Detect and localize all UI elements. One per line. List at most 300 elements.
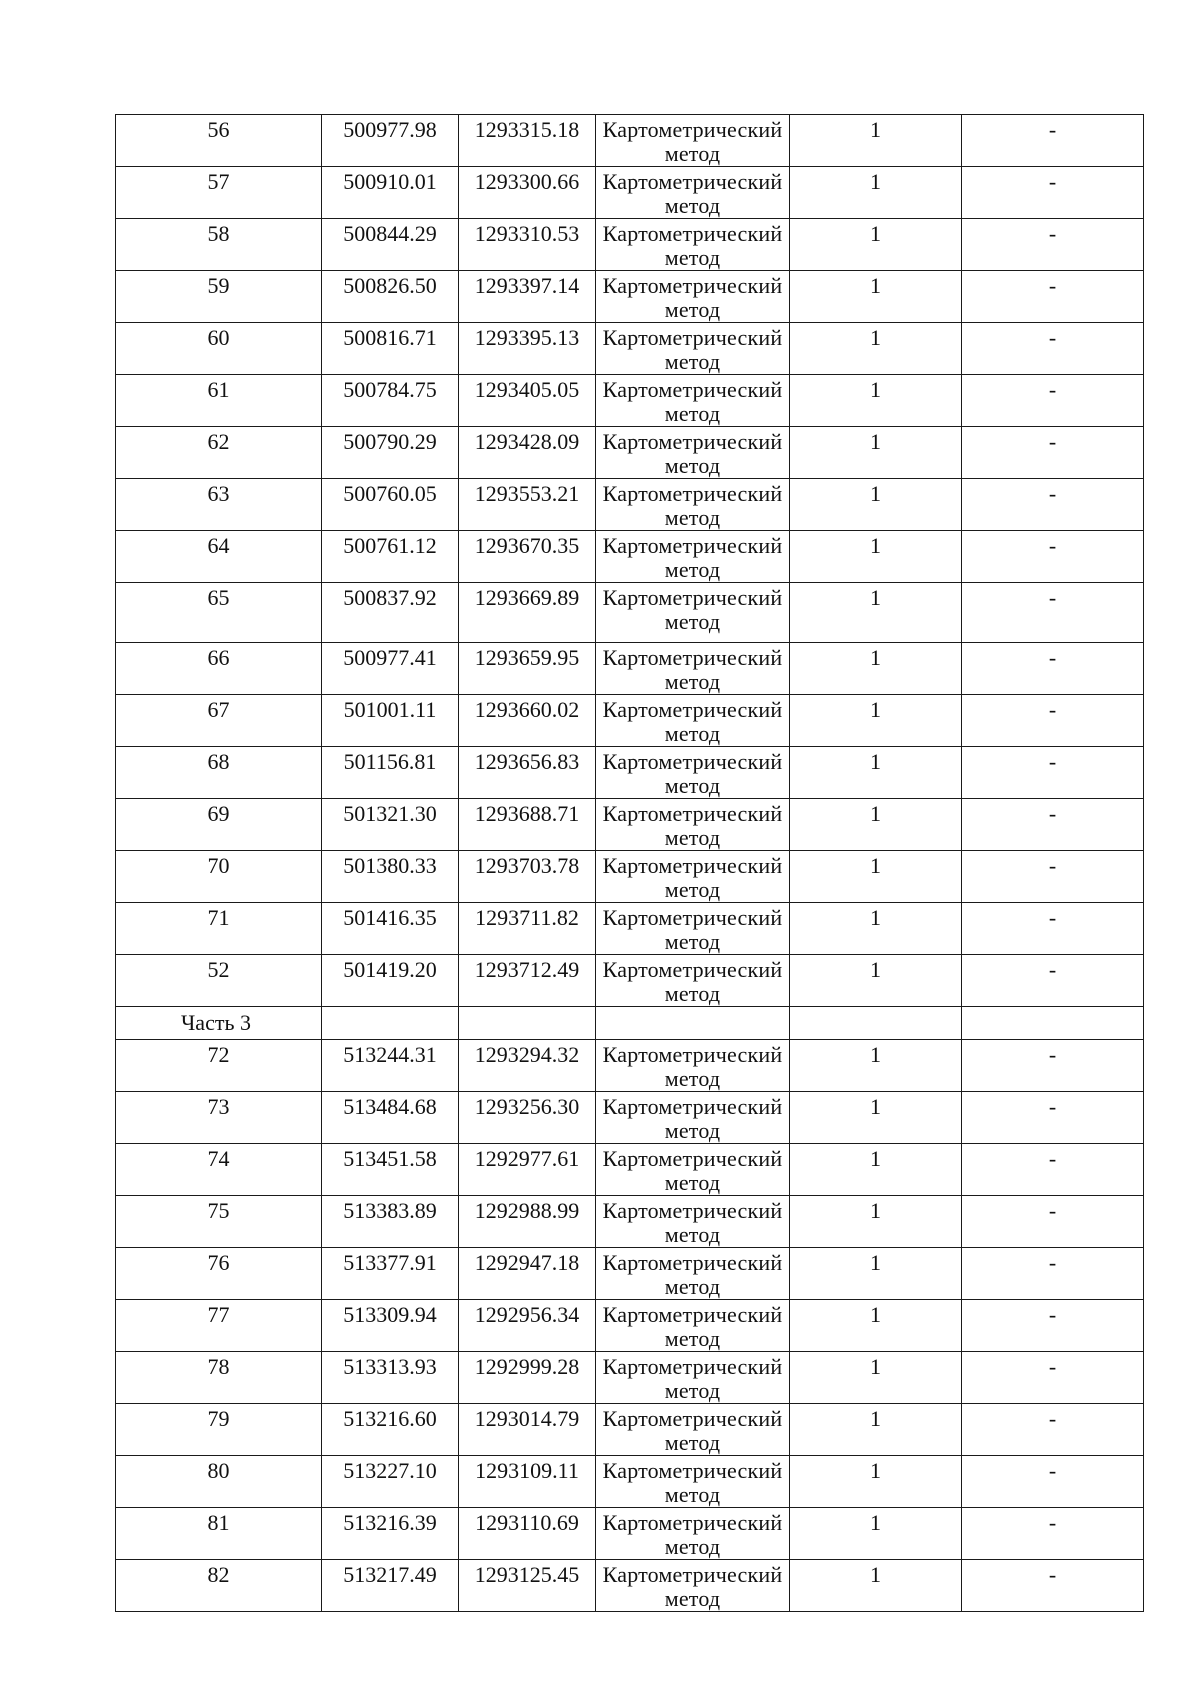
y-coordinate-value: 1293659.95	[474, 645, 580, 670]
note-value: -	[1048, 325, 1057, 350]
method-line-1: Картометрический	[602, 325, 783, 350]
y-coordinate-value: 1293294.32	[474, 1042, 580, 1067]
note-cell	[962, 1560, 1144, 1612]
point-number-value: 57	[207, 169, 230, 194]
method-line-1: Картометрический	[602, 1458, 783, 1483]
accuracy-cell	[790, 1144, 962, 1196]
note-value: -	[1048, 1094, 1057, 1119]
accuracy-value: 1	[870, 585, 881, 610]
note-cell	[962, 1508, 1144, 1560]
empty-cell	[322, 1007, 459, 1040]
accuracy-value: 1	[870, 221, 881, 246]
note-value: -	[1048, 1042, 1057, 1067]
x-coordinate-value: 501380.33	[343, 853, 437, 878]
method-cell	[596, 271, 790, 323]
method-line-1: Картометрический	[602, 697, 783, 722]
y-coordinate-value: 1293109.11	[475, 1458, 579, 1483]
note-value: -	[1048, 749, 1057, 774]
accuracy-cell	[790, 1196, 962, 1248]
point-number-value: 61	[207, 377, 230, 402]
accuracy-cell	[790, 955, 962, 1007]
y-coordinate-cell	[459, 1040, 596, 1092]
point-number-cell	[116, 219, 322, 271]
point-number-cell	[116, 323, 322, 375]
method-cell	[596, 643, 790, 695]
y-coordinate-value: 1293669.89	[474, 585, 580, 610]
method-cell	[596, 1248, 790, 1300]
y-coordinate-value: 1292999.28	[474, 1354, 580, 1379]
point-number-value: 68	[207, 749, 230, 774]
accuracy-cell	[790, 323, 962, 375]
method-line-1: Картометрический	[602, 169, 783, 194]
accuracy-value: 1	[870, 1250, 881, 1275]
x-coordinate-value: 513451.58	[343, 1146, 437, 1171]
method-cell	[596, 375, 790, 427]
point-number-value: 60	[207, 325, 230, 350]
note-value: -	[1048, 273, 1057, 298]
y-coordinate-value: 1292977.61	[474, 1146, 580, 1171]
y-coordinate-value: 1293428.09	[474, 429, 580, 454]
method-cell	[596, 955, 790, 1007]
accuracy-value: 1	[870, 1510, 881, 1535]
accuracy-value: 1	[870, 273, 881, 298]
point-number-cell	[116, 1300, 322, 1352]
note-value: -	[1048, 585, 1057, 610]
table-row	[116, 851, 1144, 903]
x-coordinate-value: 500760.05	[343, 481, 437, 506]
accuracy-value: 1	[870, 1458, 881, 1483]
x-coordinate-cell	[322, 695, 459, 747]
x-coordinate-cell	[322, 1040, 459, 1092]
accuracy-value: 1	[870, 749, 881, 774]
point-number-cell	[116, 1092, 322, 1144]
point-number-value: 56	[207, 117, 230, 142]
x-coordinate-cell	[322, 851, 459, 903]
note-value: -	[1048, 1510, 1057, 1535]
method-line-2: метод	[664, 1222, 721, 1247]
method-line-1: Картометрический	[602, 801, 783, 826]
y-coordinate-cell	[459, 115, 596, 167]
method-line-1: Картометрический	[602, 645, 783, 670]
accuracy-value: 1	[870, 117, 881, 142]
note-cell	[962, 1352, 1144, 1404]
note-value: -	[1048, 1198, 1057, 1223]
y-coordinate-cell	[459, 1352, 596, 1404]
accuracy-cell	[790, 427, 962, 479]
table-row	[116, 1144, 1144, 1196]
y-coordinate-cell	[459, 323, 596, 375]
point-number-cell	[116, 1352, 322, 1404]
method-line-2: метод	[664, 877, 721, 902]
y-coordinate-cell	[459, 1196, 596, 1248]
accuracy-cell	[790, 583, 962, 643]
y-coordinate-cell	[459, 583, 596, 643]
x-coordinate-cell	[322, 955, 459, 1007]
y-coordinate-cell	[459, 695, 596, 747]
x-coordinate-value: 500790.29	[343, 429, 437, 454]
x-coordinate-value: 513383.89	[343, 1198, 437, 1223]
accuracy-cell	[790, 219, 962, 271]
x-coordinate-cell	[322, 643, 459, 695]
method-line-1: Картометрический	[602, 1042, 783, 1067]
method-line-2: метод	[664, 401, 721, 426]
y-coordinate-value: 1293397.14	[474, 273, 580, 298]
y-coordinate-value: 1292956.34	[474, 1302, 580, 1327]
x-coordinate-cell	[322, 375, 459, 427]
method-line-2: метод	[664, 453, 721, 478]
method-line-1: Картометрический	[602, 1562, 783, 1587]
table-row	[116, 695, 1144, 747]
y-coordinate-cell	[459, 1456, 596, 1508]
x-coordinate-cell	[322, 271, 459, 323]
table-row	[116, 1300, 1144, 1352]
note-value: -	[1048, 1458, 1057, 1483]
table-row	[116, 1248, 1144, 1300]
method-line-2: метод	[664, 193, 721, 218]
point-number-value: 78	[207, 1354, 230, 1379]
method-line-2: метод	[664, 1170, 721, 1195]
note-cell	[962, 531, 1144, 583]
note-cell	[962, 1404, 1144, 1456]
y-coordinate-value: 1293110.69	[475, 1510, 579, 1535]
y-coordinate-value: 1293405.05	[474, 377, 580, 402]
y-coordinate-cell	[459, 643, 596, 695]
method-line-2: метод	[664, 557, 721, 582]
method-line-2: метод	[664, 1274, 721, 1299]
point-number-cell	[116, 1248, 322, 1300]
method-line-1: Картометрический	[602, 905, 783, 930]
x-coordinate-value: 500910.01	[343, 169, 437, 194]
table-row	[116, 903, 1144, 955]
y-coordinate-cell	[459, 1560, 596, 1612]
method-line-1: Картометрический	[602, 1406, 783, 1431]
accuracy-value: 1	[870, 429, 881, 454]
x-coordinate-cell	[322, 747, 459, 799]
accuracy-value: 1	[870, 533, 881, 558]
table-row	[116, 583, 1144, 643]
note-cell	[962, 323, 1144, 375]
section-row	[116, 1007, 1144, 1040]
method-line-2: метод	[664, 1534, 721, 1559]
method-line-2: метод	[664, 141, 721, 166]
point-number-cell	[116, 1040, 322, 1092]
x-coordinate-cell	[322, 1248, 459, 1300]
method-line-1: Картометрический	[602, 117, 783, 142]
y-coordinate-value: 1293712.49	[474, 957, 580, 982]
point-number-cell	[116, 271, 322, 323]
point-number-value: 77	[207, 1302, 230, 1327]
accuracy-cell	[790, 479, 962, 531]
note-cell	[962, 167, 1144, 219]
point-number-cell	[116, 1456, 322, 1508]
point-number-cell	[116, 903, 322, 955]
point-number-cell	[116, 643, 322, 695]
y-coordinate-cell	[459, 851, 596, 903]
point-number-cell	[116, 1560, 322, 1612]
x-coordinate-value: 513216.39	[343, 1510, 437, 1535]
y-coordinate-cell	[459, 1248, 596, 1300]
note-value: -	[1048, 1562, 1057, 1587]
y-coordinate-cell	[459, 531, 596, 583]
point-number-cell	[116, 531, 322, 583]
accuracy-value: 1	[870, 957, 881, 982]
method-line-2: метод	[664, 245, 721, 270]
note-cell	[962, 583, 1144, 643]
x-coordinate-value: 500977.98	[343, 117, 437, 142]
x-coordinate-value: 513227.10	[343, 1458, 437, 1483]
method-cell	[596, 799, 790, 851]
x-coordinate-value: 500837.92	[343, 585, 437, 610]
accuracy-value: 1	[870, 1562, 881, 1587]
method-line-1: Картометрический	[602, 749, 783, 774]
x-coordinate-cell	[322, 323, 459, 375]
method-line-2: метод	[664, 929, 721, 954]
point-number-value: 71	[207, 905, 230, 930]
x-coordinate-value: 513377.91	[343, 1250, 437, 1275]
point-number-cell	[116, 695, 322, 747]
point-number-value: 75	[207, 1198, 230, 1223]
note-value: -	[1048, 221, 1057, 246]
x-coordinate-value: 500816.71	[343, 325, 437, 350]
accuracy-cell	[790, 1040, 962, 1092]
accuracy-cell	[790, 167, 962, 219]
note-value: -	[1048, 697, 1057, 722]
x-coordinate-value: 501156.81	[343, 749, 437, 774]
note-cell	[962, 115, 1144, 167]
table-row	[116, 427, 1144, 479]
method-cell	[596, 219, 790, 271]
method-cell	[596, 695, 790, 747]
point-number-value: 82	[207, 1562, 230, 1587]
y-coordinate-value: 1293125.45	[474, 1562, 580, 1587]
note-cell	[962, 799, 1144, 851]
y-coordinate-cell	[459, 1404, 596, 1456]
note-cell	[962, 955, 1144, 1007]
table-row	[116, 1456, 1144, 1508]
point-number-value: 72	[207, 1042, 230, 1067]
x-coordinate-value: 501419.20	[343, 957, 437, 982]
point-number-cell	[116, 1196, 322, 1248]
method-line-2: метод	[664, 349, 721, 374]
y-coordinate-cell	[459, 1300, 596, 1352]
accuracy-cell	[790, 1508, 962, 1560]
point-number-value: 79	[207, 1406, 230, 1431]
note-value: -	[1048, 957, 1057, 982]
x-coordinate-value: 500826.50	[343, 273, 437, 298]
point-number-value: 66	[207, 645, 230, 670]
method-line-2: метод	[664, 1430, 721, 1455]
y-coordinate-value: 1293310.53	[474, 221, 580, 246]
note-cell	[962, 219, 1144, 271]
empty-cell	[596, 1007, 790, 1040]
table-row	[116, 1196, 1144, 1248]
x-coordinate-value: 513244.31	[343, 1042, 437, 1067]
point-number-cell	[116, 479, 322, 531]
x-coordinate-cell	[322, 219, 459, 271]
y-coordinate-value: 1293395.13	[474, 325, 580, 350]
accuracy-value: 1	[870, 325, 881, 350]
method-line-1: Картометрический	[602, 1354, 783, 1379]
point-number-value: 81	[207, 1510, 230, 1535]
y-coordinate-cell	[459, 799, 596, 851]
table-row	[116, 1404, 1144, 1456]
y-coordinate-value: 1293670.35	[474, 533, 580, 558]
x-coordinate-value: 513217.49	[343, 1562, 437, 1587]
point-number-value: 69	[207, 801, 230, 826]
point-number-cell	[116, 583, 322, 643]
point-number-value: 73	[207, 1094, 230, 1119]
method-line-1: Картометрический	[602, 853, 783, 878]
x-coordinate-cell	[322, 1352, 459, 1404]
accuracy-cell	[790, 1248, 962, 1300]
accuracy-cell	[790, 747, 962, 799]
accuracy-value: 1	[870, 1302, 881, 1327]
y-coordinate-cell	[459, 747, 596, 799]
table-row	[116, 531, 1144, 583]
method-line-1: Картометрический	[602, 273, 783, 298]
note-cell	[962, 479, 1144, 531]
x-coordinate-cell	[322, 1196, 459, 1248]
method-line-2: метод	[664, 297, 721, 322]
method-line-1: Картометрический	[602, 1302, 783, 1327]
y-coordinate-cell	[459, 375, 596, 427]
method-cell	[596, 583, 790, 643]
x-coordinate-cell	[322, 1300, 459, 1352]
y-coordinate-cell	[459, 903, 596, 955]
x-coordinate-cell	[322, 799, 459, 851]
method-cell	[596, 1456, 790, 1508]
method-cell	[596, 1404, 790, 1456]
point-number-cell	[116, 115, 322, 167]
point-number-cell	[116, 955, 322, 1007]
y-coordinate-value: 1293711.82	[475, 905, 579, 930]
y-coordinate-cell	[459, 1092, 596, 1144]
method-cell	[596, 903, 790, 955]
note-value: -	[1048, 1302, 1057, 1327]
table-row	[116, 747, 1144, 799]
accuracy-value: 1	[870, 377, 881, 402]
note-cell	[962, 643, 1144, 695]
method-line-1: Картометрический	[602, 1094, 783, 1119]
section-label: Часть 3	[116, 1007, 322, 1040]
accuracy-cell	[790, 1404, 962, 1456]
y-coordinate-cell	[459, 427, 596, 479]
table-row	[116, 115, 1144, 167]
y-coordinate-value: 1293703.78	[474, 853, 580, 878]
accuracy-cell	[790, 1300, 962, 1352]
note-value: -	[1048, 429, 1057, 454]
method-cell	[596, 427, 790, 479]
y-coordinate-value: 1293660.02	[474, 697, 580, 722]
accuracy-value: 1	[870, 853, 881, 878]
x-coordinate-cell	[322, 903, 459, 955]
method-line-1: Картометрический	[602, 957, 783, 982]
method-line-1: Картометрический	[602, 533, 783, 558]
accuracy-value: 1	[870, 801, 881, 826]
note-value: -	[1048, 1250, 1057, 1275]
x-coordinate-value: 501321.30	[343, 801, 437, 826]
note-cell	[962, 1144, 1144, 1196]
accuracy-cell	[790, 695, 962, 747]
accuracy-value: 1	[870, 1198, 881, 1223]
accuracy-cell	[790, 115, 962, 167]
accuracy-value: 1	[870, 1146, 881, 1171]
method-line-2: метод	[664, 981, 721, 1006]
note-cell	[962, 695, 1144, 747]
y-coordinate-value: 1293656.83	[474, 749, 580, 774]
note-cell	[962, 427, 1144, 479]
accuracy-cell	[790, 799, 962, 851]
table-row	[116, 1508, 1144, 1560]
table-row	[116, 955, 1144, 1007]
x-coordinate-value: 500784.75	[343, 377, 437, 402]
method-cell	[596, 115, 790, 167]
point-number-value: 74	[207, 1146, 230, 1171]
accuracy-cell	[790, 1352, 962, 1404]
x-coordinate-value: 500977.41	[343, 645, 437, 670]
table-row	[116, 1560, 1144, 1612]
method-line-1: Картометрический	[602, 429, 783, 454]
method-cell	[596, 1508, 790, 1560]
note-cell	[962, 1092, 1144, 1144]
method-line-2: метод	[664, 609, 721, 634]
method-line-2: метод	[664, 721, 721, 746]
table-row	[116, 1040, 1144, 1092]
note-cell	[962, 747, 1144, 799]
point-number-value: 59	[207, 273, 230, 298]
accuracy-value: 1	[870, 481, 881, 506]
accuracy-value: 1	[870, 905, 881, 930]
point-number-cell	[116, 1404, 322, 1456]
method-line-1: Картометрический	[602, 221, 783, 246]
method-cell	[596, 1196, 790, 1248]
x-coordinate-value: 500761.12	[343, 533, 437, 558]
y-coordinate-value: 1293553.21	[474, 481, 580, 506]
method-line-2: метод	[664, 1482, 721, 1507]
accuracy-cell	[790, 531, 962, 583]
note-cell	[962, 1196, 1144, 1248]
method-cell	[596, 1560, 790, 1612]
note-value: -	[1048, 1146, 1057, 1171]
point-number-cell	[116, 427, 322, 479]
method-cell	[596, 479, 790, 531]
y-coordinate-cell	[459, 219, 596, 271]
table-row	[116, 323, 1144, 375]
x-coordinate-value: 500844.29	[343, 221, 437, 246]
accuracy-cell	[790, 643, 962, 695]
accuracy-cell	[790, 1092, 962, 1144]
y-coordinate-value: 1293688.71	[474, 801, 580, 826]
table-row	[116, 375, 1144, 427]
empty-cell	[790, 1007, 962, 1040]
coordinates-table	[115, 114, 1144, 1612]
method-line-1: Картометрический	[602, 1510, 783, 1535]
y-coordinate-value: 1293256.30	[474, 1094, 580, 1119]
method-cell	[596, 531, 790, 583]
y-coordinate-cell	[459, 1508, 596, 1560]
x-coordinate-cell	[322, 1456, 459, 1508]
y-coordinate-cell	[459, 271, 596, 323]
table-row	[116, 271, 1144, 323]
method-line-1: Картометрический	[602, 585, 783, 610]
table-row	[116, 1092, 1144, 1144]
table-row	[116, 219, 1144, 271]
x-coordinate-cell	[322, 1508, 459, 1560]
note-value: -	[1048, 905, 1057, 930]
point-number-value: 62	[207, 429, 230, 454]
note-cell	[962, 271, 1144, 323]
method-line-2: метод	[664, 773, 721, 798]
